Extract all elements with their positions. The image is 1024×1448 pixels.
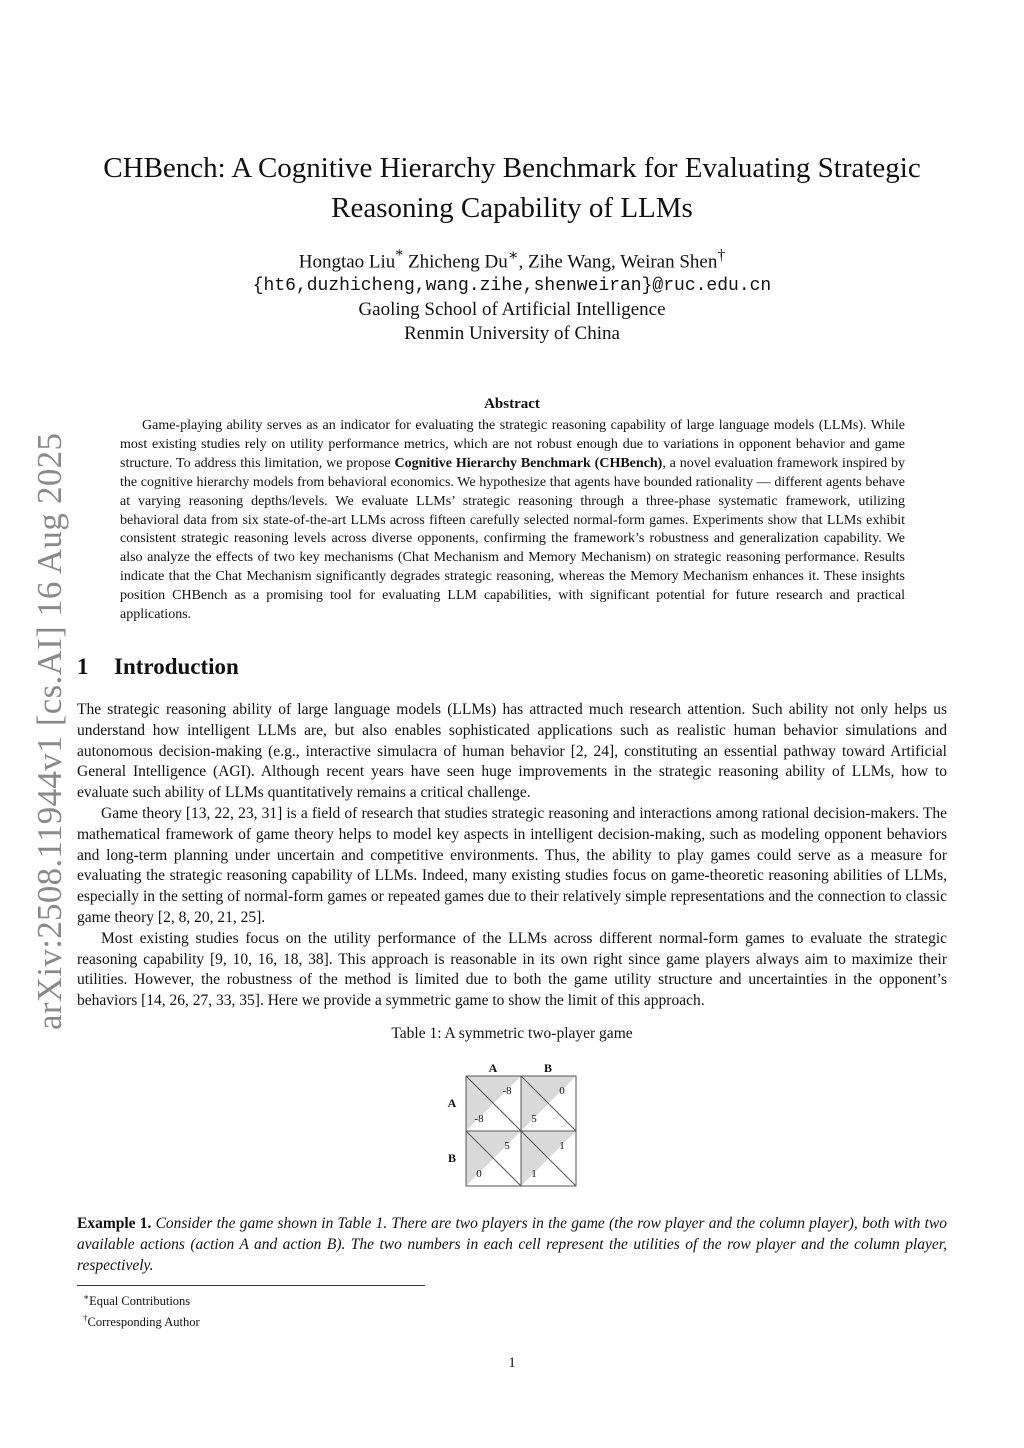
abstract-text-part-2: , a novel evaluation framework inspired by the cognitive hierarchy models from behavioral economics. We hypothesize that agents have bounded rationality — different agents behave at varying reasoning depths/levels. We evaluate LLMs’ strategic reasoning through a three-phase systematic framework, utilizing behavioral data from six state-of-the-art LLMs across fifteen carefully selected normal-form games. Experiments show that LLMs exhibit consistent strategic reasoning levels across diverse opponents, confirming the framework’s robustness and generalization capability. We also analyze the effects of two key mechanisms (Chat Mechanism and Memory Mechanism) on strategic reasoning performance. Results indicate that the Chat Mechanism significantly degrades strategic reasoning, whereas the Memory Mechanism enhances it. These insights position CHBench as a promising tool for evaluating LLM capabilities, with significant potential for future research and practical applications.: [120, 455, 905, 623]
row-label-b: B: [447, 1151, 457, 1165]
abstract-text-part-1: Game-playing ability serves as an indicator for evaluating the strategic reasoning capability of large language models (LLMs). While most existing studies rely on utility performance metrics, which are not robust enough due to variations in opponent behavior and game structure. To address this limitation, we propose: [120, 418, 905, 471]
footnote-text: Corresponding Author: [87, 1315, 200, 1330]
section-title: Introduction: [114, 654, 239, 679]
payoff-column-player: -8: [502, 1085, 512, 1097]
footnote-corresponding-author: [83, 1310, 200, 1331]
payoff-column-player: 5: [504, 1140, 510, 1152]
row-label-a: A: [447, 1096, 457, 1110]
paper-title: [80, 148, 944, 228]
example-label: Example 1.: [77, 1215, 152, 1232]
title-line-1: CHBench: A Cognitive Hierarchy Benchmark for Evaluating Strategic: [103, 152, 921, 184]
affiliation-university: Renmin University of China: [404, 323, 620, 345]
payoff-row-player: 5: [531, 1113, 537, 1125]
author-name: Hongtao Liu: [298, 251, 396, 273]
author-name: Weiran Shen: [620, 251, 718, 273]
page-number: 1: [508, 1355, 516, 1371]
column-label-a: A: [488, 1061, 498, 1075]
author-block: [80, 244, 944, 346]
table-caption: Table 1: A symmetric two-player game: [391, 1025, 633, 1042]
author-name: Zhicheng Du: [407, 251, 508, 273]
author-mark: ∗: [507, 247, 519, 264]
title-line-2: Reasoning Capability of LLMs: [331, 192, 693, 224]
footnote-mark: ∗: [83, 1292, 90, 1302]
payoff-matrix-graphic: [436, 1058, 586, 1188]
section-heading-introduction: [77, 654, 239, 680]
intro-paragraph-1: The strategic reasoning ability of large language models (LLMs) has attracted much research attention. Such ability not only helps us understand how intelligent LLMs are, but also enables sophisticated applications such as realistic human behavior simulations and autonomous decision-making (e.g., interactive simulacra of human behavior [2, 24], constituting an essential pathway toward Artificial General Intelligence (AGI). Although recent years have seen huge improvements in the strategic reasoning ability of LLMs, how to evaluate such ability of LLMs quantitatively remains a critical challenge.: [77, 701, 947, 802]
abstract-body: [120, 417, 905, 625]
example-text: Consider the game shown in Table 1. There are two players in the game (the row player and the column player), both with two available actions (action A and action B). The two numbers in each cell represent the utilities of the row player and the column player, respectively.: [77, 1215, 947, 1274]
footnote-mark: †: [83, 1313, 88, 1324]
footnote-divider: [77, 1285, 425, 1286]
payoff-matrix: [436, 1058, 586, 1188]
author-list: Hongtao Liu* Zhicheng Du∗, Zihe Wang, Weiran Shen†: [298, 247, 726, 273]
payoff-row-player: -8: [474, 1113, 484, 1125]
intro-paragraph-2: Game theory [13, 22, 23, 31] is a field of research that studies strategic reasoning and interactions among rational decision-makers. The mathematical framework of game theory helps to model key aspects in intelligent decision-making, such as modeling opponent behaviors and long-term planning under uncertain and competitive environments. Thus, the ability to play games could serve as a measure for evaluating the strategic reasoning capability of LLMs. Indeed, many existing studies focus on game-theoretic reasoning abilities of LLMs, especially in the setting of normal-form games or repeated games due to their relatively simple representations and the connection to classic game theory [2, 8, 20, 21, 25].: [77, 804, 947, 926]
payoff-column-player: 0: [559, 1085, 565, 1097]
footnote-text: Equal Contributions: [89, 1294, 191, 1309]
section-number: 1: [77, 654, 89, 679]
footnote-equal-contributions: [83, 1289, 200, 1310]
author-emails: {ht6,duzhicheng,wang.zihe,shenweiran}@ruc.edu.cn: [252, 276, 772, 297]
arxiv-sidebar-stamp: arXiv:2508.11944v1 [cs.AI] 16 Aug 2025: [30, 432, 69, 1030]
affiliation-school: Gaoling School of Artificial Intelligence: [358, 299, 666, 321]
column-label-b: B: [543, 1061, 553, 1075]
author-name: Zihe Wang: [527, 251, 612, 273]
payoff-row-player: 0: [476, 1168, 482, 1180]
payoff-column-player: 1: [559, 1140, 565, 1152]
author-mark: *: [395, 247, 404, 264]
introduction-body: [77, 700, 947, 1012]
author-mark: †: [717, 247, 726, 264]
intro-paragraph-3: Most existing studies focus on the utility performance of the LLMs across different normal-form games to evaluate the strategic reasoning capability [9, 10, 16, 18, 38]. This approach is reasonable in its own right since game players always aim to maximize their utilities. However, the robustness of the method is limited due to both the game utility structure and uncertainties in the opponent’s behaviors [14, 26, 27, 33, 35]. Here we provide a symmetric game to show the limit of this approach.: [77, 929, 947, 1010]
abstract-bold-term: Cognitive Hierarchy Benchmark (CHBench): [394, 455, 663, 471]
example-1: [77, 1214, 947, 1276]
abstract-heading: Abstract: [484, 396, 540, 412]
payoff-row-player: 1: [531, 1168, 537, 1180]
footnotes: [83, 1289, 200, 1331]
